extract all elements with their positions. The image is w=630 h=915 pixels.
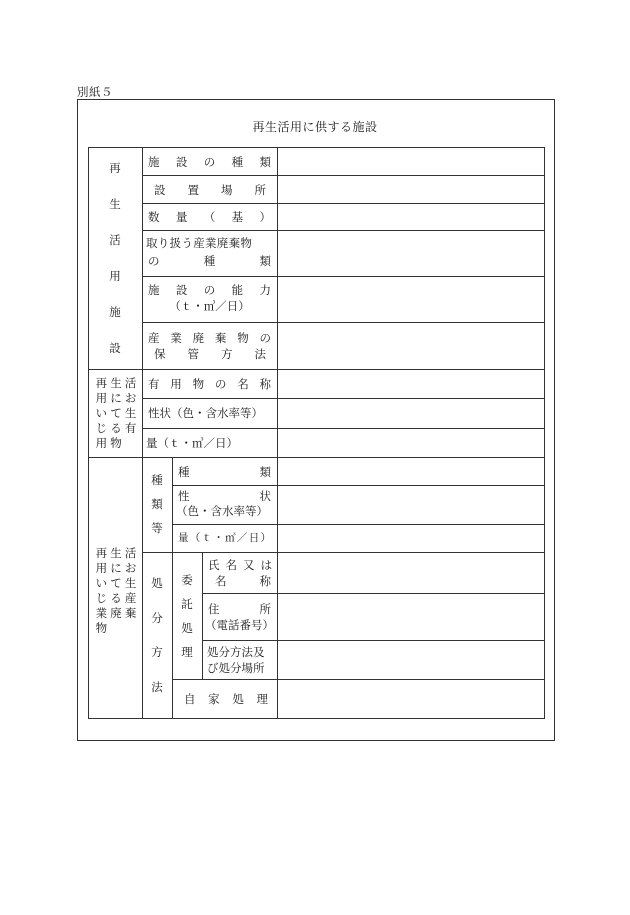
label-char: 用 bbox=[109, 269, 121, 283]
valuables-properties-value[interactable] bbox=[278, 399, 543, 428]
label-char: 物 bbox=[192, 377, 205, 391]
label-char: ／ bbox=[236, 532, 248, 544]
label-char: 種 bbox=[151, 473, 163, 487]
label-char: 状 bbox=[259, 489, 271, 503]
label-char: い bbox=[95, 576, 108, 590]
label-char: の bbox=[259, 331, 271, 345]
label-char: 種 bbox=[178, 464, 190, 479]
facility-waste-type-label-line2 bbox=[148, 253, 271, 270]
label-char: 委 bbox=[181, 573, 193, 587]
label-char: 名 bbox=[215, 574, 227, 588]
valuables-amount-value[interactable] bbox=[278, 429, 543, 457]
label-char: 有 bbox=[124, 421, 137, 435]
label-char: ｔ bbox=[201, 532, 213, 544]
disposal-group-label bbox=[142, 575, 172, 695]
label-char: 住 bbox=[208, 602, 220, 616]
label-char: て bbox=[110, 406, 122, 420]
label-char: 活 bbox=[124, 376, 137, 390]
label-char: じ bbox=[95, 421, 108, 435]
label-char: 再 bbox=[95, 546, 108, 560]
label-char: 性 bbox=[178, 489, 190, 503]
label-char: 処 bbox=[232, 691, 244, 706]
label-char: に bbox=[110, 391, 122, 405]
label-char: の bbox=[203, 154, 216, 169]
label-char: 類 bbox=[259, 464, 271, 479]
kind-amount-value[interactable] bbox=[278, 525, 543, 552]
label-char: 廃 bbox=[192, 331, 205, 345]
label-char: 設 bbox=[109, 341, 121, 355]
label-char: 産 bbox=[124, 591, 137, 605]
label-char: 物 bbox=[237, 331, 249, 345]
valuables-group-label bbox=[94, 376, 138, 451]
label-char: 用 bbox=[95, 391, 108, 405]
facility-waste-type-value[interactable] bbox=[278, 231, 543, 276]
label-char: 棄 bbox=[124, 606, 137, 620]
label-char: の bbox=[203, 283, 216, 297]
valuables-properties-label: 性状（色・含水率等） bbox=[148, 406, 263, 420]
label-char: 場 bbox=[221, 182, 233, 197]
label-char: 類 bbox=[259, 254, 271, 268]
label-char: （ bbox=[189, 532, 201, 544]
label-char: 数 bbox=[148, 209, 160, 224]
kind-properties-value[interactable] bbox=[278, 486, 543, 524]
facility-type-label bbox=[148, 150, 271, 174]
label-char: ） bbox=[260, 532, 271, 544]
consignee-address-label-line1 bbox=[208, 601, 271, 618]
label-char: 保 bbox=[154, 347, 166, 361]
facility-storage-label-line2 bbox=[154, 346, 266, 363]
label-char: る bbox=[110, 591, 122, 605]
consignee-method-value[interactable] bbox=[278, 641, 543, 679]
label-char: 称 bbox=[259, 377, 271, 391]
label-char: 物 bbox=[95, 621, 108, 635]
label-char: お bbox=[124, 391, 137, 405]
self-disposal-value[interactable] bbox=[278, 680, 543, 718]
consignee-name-label-line1 bbox=[208, 557, 272, 574]
label-char: 種 bbox=[231, 154, 244, 169]
label-char: 量 bbox=[175, 209, 188, 224]
grid-line bbox=[202, 552, 203, 680]
label-char: 置 bbox=[187, 182, 199, 197]
label-char: お bbox=[124, 561, 137, 575]
label-char: ・ bbox=[213, 532, 224, 544]
label-char: 名 bbox=[225, 558, 237, 572]
label-char: の bbox=[214, 377, 227, 391]
label-char: 廃 bbox=[110, 606, 122, 620]
label-char: 能 bbox=[231, 283, 244, 297]
document-title: 再生活用に供する施設 bbox=[252, 120, 378, 134]
facility-capacity-label-line2: （ｔ・㎥／日） bbox=[169, 299, 250, 313]
consignee-method-label-line1: 処分方法及 bbox=[207, 645, 265, 659]
label-char: 有 bbox=[148, 377, 160, 391]
kind-group-label bbox=[142, 472, 172, 536]
valuables-name-value[interactable] bbox=[278, 370, 543, 398]
consignment-group-label bbox=[172, 572, 202, 660]
label-char: 所 bbox=[254, 182, 266, 197]
self-disposal-label bbox=[184, 683, 268, 715]
label-char: 施 bbox=[148, 154, 160, 169]
consignee-address-label-line2: （電話番号） bbox=[205, 618, 274, 632]
facility-group-label bbox=[88, 160, 142, 356]
label-char: 称 bbox=[259, 574, 271, 588]
facility-capacity-value[interactable] bbox=[278, 277, 543, 322]
label-char: 活 bbox=[124, 546, 137, 560]
valuables-amount-label: 量（ｔ・㎥／日） bbox=[146, 435, 238, 450]
label-char: 再 bbox=[109, 161, 121, 175]
label-char: 設 bbox=[175, 154, 188, 169]
appendix-label: 別紙５ bbox=[77, 85, 113, 99]
valuables-name-label bbox=[148, 372, 271, 397]
kind-amount-label bbox=[178, 526, 271, 551]
label-char: 物 bbox=[110, 436, 122, 450]
label-char: 種 bbox=[203, 254, 216, 268]
facility-waste-type-label-line1: 取り扱う産業廃棄物 bbox=[146, 236, 253, 250]
label-char: 処 bbox=[181, 621, 193, 635]
label-char: は bbox=[260, 558, 272, 572]
facility-location-label bbox=[154, 178, 266, 202]
facility-type-value[interactable] bbox=[278, 148, 543, 175]
label-char: （ bbox=[203, 209, 216, 224]
label-char: 力 bbox=[259, 283, 271, 297]
label-char: 産 bbox=[148, 331, 160, 345]
label-char: 業 bbox=[95, 606, 108, 620]
label-char: 棄 bbox=[214, 331, 227, 345]
label-char: 法 bbox=[254, 347, 266, 361]
facility-count-value[interactable] bbox=[278, 204, 543, 230]
facility-storage-label-line1 bbox=[148, 330, 271, 347]
label-char: 類 bbox=[151, 497, 163, 511]
label-char: ㎥ bbox=[225, 532, 236, 544]
label-char: の bbox=[148, 254, 160, 268]
label-char: 又 bbox=[243, 558, 255, 572]
label-char: 託 bbox=[181, 597, 193, 611]
kind-type-value[interactable] bbox=[278, 458, 543, 485]
label-char: に bbox=[110, 561, 122, 575]
label-char: 生 bbox=[110, 546, 122, 560]
label-char: 方 bbox=[221, 347, 233, 361]
facility-location-value[interactable] bbox=[278, 176, 543, 203]
label-char: る bbox=[110, 421, 122, 435]
label-char: て bbox=[110, 576, 122, 590]
label-char: 施 bbox=[148, 283, 160, 297]
label-char: 用 bbox=[95, 561, 108, 575]
label-char: 処 bbox=[151, 576, 163, 590]
label-char: い bbox=[95, 406, 108, 420]
label-char: 生 bbox=[124, 576, 137, 590]
consignee-name-label-line2 bbox=[215, 573, 271, 590]
label-char: 所 bbox=[259, 602, 271, 616]
facility-capacity-label-line1 bbox=[148, 282, 271, 299]
label-char: 家 bbox=[208, 691, 220, 706]
label-char: 施 bbox=[109, 305, 121, 319]
label-char: 理 bbox=[256, 691, 268, 706]
label-char: 管 bbox=[187, 347, 199, 361]
label-char: 基 bbox=[231, 209, 244, 224]
grid-line bbox=[88, 718, 544, 719]
consignee-address-value[interactable] bbox=[278, 594, 543, 640]
label-char: 分 bbox=[151, 610, 163, 625]
label-char: じ bbox=[95, 591, 108, 605]
grid-line bbox=[544, 147, 545, 719]
label-char: 生 bbox=[109, 197, 121, 211]
label-char: ） bbox=[259, 209, 271, 224]
kind-properties-label-line2: （色・含水率等） bbox=[176, 504, 268, 518]
label-char: 自 bbox=[184, 691, 196, 706]
byproduct-group-label bbox=[94, 546, 138, 636]
label-char: 法 bbox=[151, 679, 163, 694]
label-char: 氏 bbox=[208, 558, 220, 572]
label-char: 設 bbox=[175, 283, 188, 297]
consignee-name-value[interactable] bbox=[278, 553, 543, 593]
kind-type-label bbox=[178, 460, 271, 484]
label-char: 用 bbox=[170, 377, 182, 391]
label-char: 生 bbox=[124, 406, 137, 420]
label-char: 理 bbox=[181, 645, 193, 659]
label-char: 設 bbox=[154, 182, 166, 197]
label-char: 活 bbox=[109, 233, 121, 247]
label-char: 業 bbox=[170, 331, 182, 345]
label-char: 等 bbox=[151, 521, 163, 535]
label-char: 量 bbox=[178, 532, 189, 544]
label-char: 用 bbox=[95, 436, 108, 450]
consignee-method-label-line2: び処分場所 bbox=[207, 661, 265, 675]
label-char: 日 bbox=[248, 532, 260, 544]
facility-count-label bbox=[148, 205, 271, 229]
label-char: 名 bbox=[237, 377, 249, 391]
label-char: 類 bbox=[259, 154, 271, 169]
label-char: 生 bbox=[110, 376, 122, 390]
label-char: 方 bbox=[151, 645, 163, 660]
facility-storage-value[interactable] bbox=[278, 323, 543, 369]
label-char: 再 bbox=[95, 376, 108, 390]
